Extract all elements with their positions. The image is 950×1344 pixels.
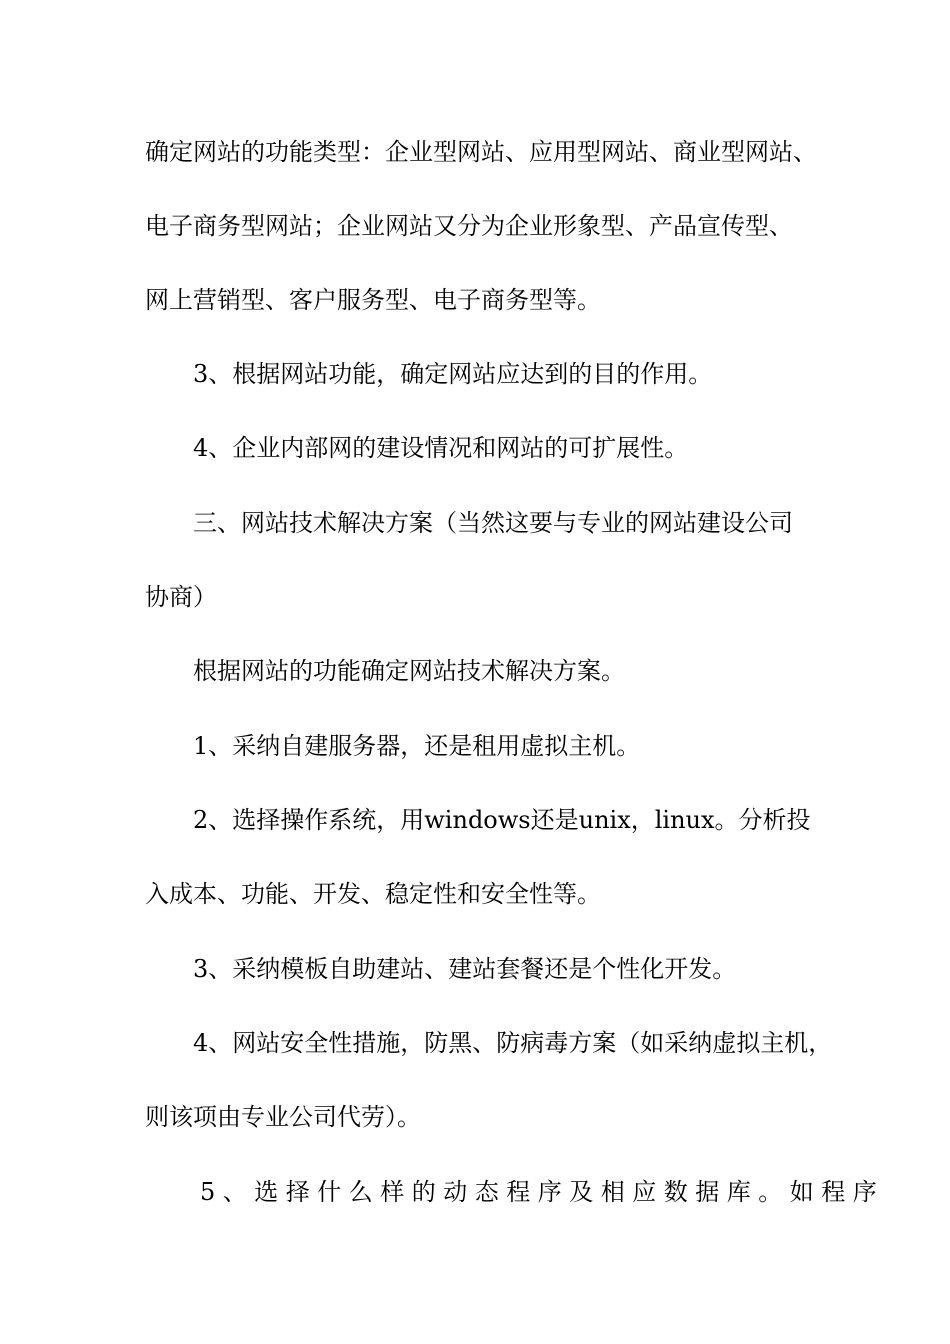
paragraph-line-13: 4、网站安全性措施，防黑、防病毒方案（如采纳虚拟主机， — [193, 1029, 833, 1057]
paragraph-line-14: 则该项由专业公司代劳）。 — [145, 1103, 421, 1131]
section-heading-line-2: 协商） — [145, 583, 217, 611]
paragraph-line-1: 确定网站的功能类型：企业型网站、应用型网站、商业型网站、 — [145, 138, 817, 166]
paragraph-line-12: 3、采纳模板自助建站、建站套餐还是个性化开发。 — [193, 955, 737, 983]
paragraph-line-8: 根据网站的功能确定网站技术解决方案。 — [193, 657, 625, 685]
paragraph-line-5: 4、企业内部网的建设情况和网站的可扩展性。 — [193, 434, 689, 462]
paragraph-line-2: 电子商务型网站；企业网站又分为企业形象型、产品宣传型、 — [145, 212, 793, 240]
paragraph-line-10: 2、选择操作系统，用windows还是unix，linux。分析投 — [193, 806, 811, 834]
paragraph-line-4: 3、根据网站功能，确定网站应达到的目的作用。 — [193, 360, 713, 388]
paragraph-line-15: 5、选择什么样的动态程序及相应数据库。如程序 — [200, 1178, 885, 1206]
paragraph-line-3: 网上营销型、客户服务型、电子商务型等。 — [145, 286, 601, 314]
paragraph-line-9: 1、采纳自建服务器，还是租用虚拟主机。 — [193, 732, 641, 760]
paragraph-line-11: 入成本、功能、开发、稳定性和安全性等。 — [145, 880, 601, 908]
section-heading-line-1: 三、网站技术解决方案（当然这要与专业的网站建设公司 — [193, 509, 793, 537]
